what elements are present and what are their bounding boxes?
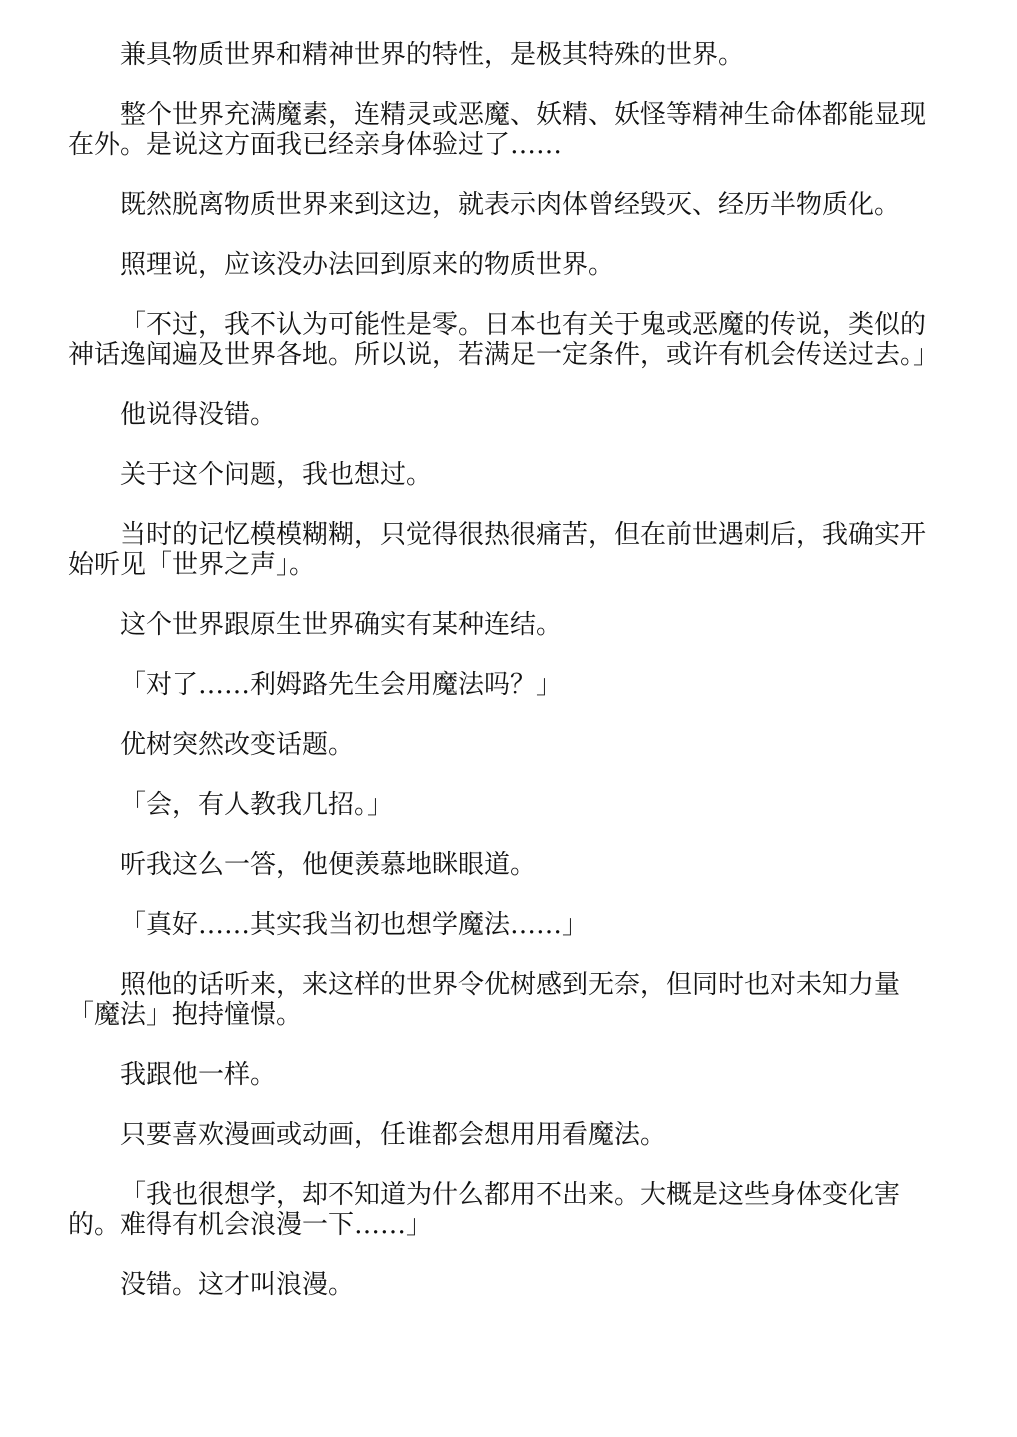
document-page	[68, 40, 948, 1330]
paragraph-7: 关于这个问题，我也想过。	[120, 460, 433, 490]
paragraph-18-dialogue: 「我也很想学，却不知道为什么都用不出来。大概是这些身体变化害的。难得有机会浪漫一下……」	[68, 1180, 901, 1240]
paragraph-5-dialogue: 「不过，我不认为可能性是零。日本也有关于鬼或恶魔的传说，类似的神话逸闻遍及世界各地。所以说，若满足一定条件，或许有机会传送过去。」	[68, 310, 940, 370]
paragraph-15: 照他的话听来，来这样的世界令优树感到无奈，但同时也对未知力量「魔法」抱持憧憬。	[68, 970, 901, 1030]
paragraph-3: 既然脱离物质世界来到这边，就表示肉体曾经毁灭、经历半物质化。	[120, 190, 901, 220]
paragraph-13: 听我这么一答，他便羡慕地眯眼道。	[120, 850, 537, 880]
paragraph-6: 他说得没错。	[120, 400, 277, 430]
paragraph-16: 我跟他一样。	[120, 1060, 277, 1090]
paragraph-4: 照理说，应该没办法回到原来的物质世界。	[120, 250, 615, 280]
paragraph-19: 没错。这才叫浪漫。	[120, 1270, 355, 1300]
paragraph-17: 只要喜欢漫画或动画，任谁都会想用用看魔法。	[120, 1120, 667, 1150]
paragraph-14-dialogue: 「真好……其实我当初也想学魔法……」	[120, 910, 589, 940]
paragraph-9: 这个世界跟原生世界确实有某种连结。	[120, 610, 563, 640]
paragraph-10-dialogue: 「对了……利姆路先生会用魔法吗？」	[120, 670, 563, 700]
paragraph-12-dialogue: 「会，有人教我几招。」	[120, 790, 394, 820]
paragraph-1: 兼具物质世界和精神世界的特性，是极其特殊的世界。	[120, 40, 745, 70]
paragraph-2: 整个世界充满魔素，连精灵或恶魔、妖精、妖怪等精神生命体都能显现在外。是说这方面我已经亲身体验过了……	[68, 100, 927, 160]
paragraph-8: 当时的记忆模模糊糊，只觉得很热很痛苦，但在前世遇刺后，我确实开始听见「世界之声」。	[68, 520, 927, 580]
paragraph-11: 优树突然改变话题。	[120, 730, 355, 760]
